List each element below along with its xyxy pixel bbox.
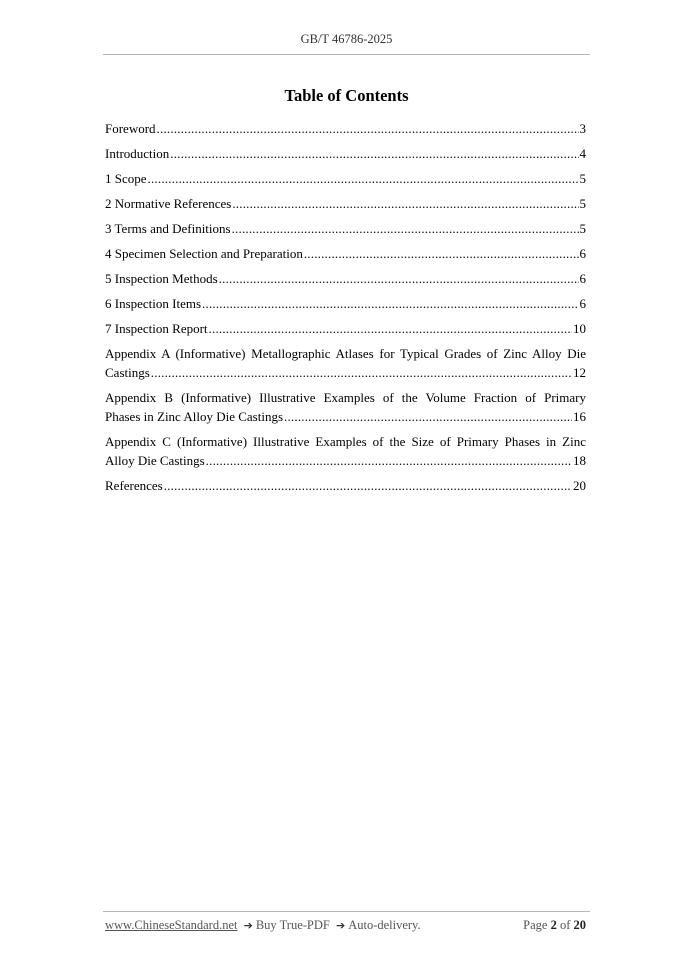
toc-dot-leader <box>157 119 579 138</box>
toc-entry-label: 1 Scope <box>105 171 147 186</box>
footer-page-total: 20 <box>573 918 586 932</box>
toc-entry-label: 7 Inspection Report <box>105 321 208 336</box>
toc-entry-appendix-c[interactable] <box>105 432 586 470</box>
toc-entry-page: 10 <box>573 321 586 336</box>
footer-page-of: of <box>559 918 571 932</box>
toc-entry-page: 20 <box>573 478 586 493</box>
toc-entry-terms-and-definitions[interactable] <box>105 219 586 238</box>
toc-entry-label: 6 Inspection Items <box>105 296 202 311</box>
toc-entry-label-line1: Appendix A (Informative) Metallographic Atlases for Typical Grades of Zinc Alloy Die <box>105 346 586 361</box>
toc-entry-page: 5 <box>579 196 586 211</box>
footer-promo <box>105 918 421 933</box>
toc-entry-page: 12 <box>573 365 586 380</box>
toc-entry-page: 5 <box>579 221 586 236</box>
toc-title: Table of Contents <box>284 86 409 105</box>
toc-dot-leader <box>232 219 579 238</box>
page-header-standard-code: GB/T 46786-2025 <box>300 32 393 46</box>
toc-entry-page: 4 <box>579 146 586 161</box>
toc-dot-leader <box>232 194 578 213</box>
toc-entry-page: 6 <box>579 246 586 261</box>
toc-entry-inspection-report[interactable] <box>105 319 586 338</box>
toc-dot-leader <box>284 407 572 426</box>
toc-entry-inspection-items[interactable] <box>105 294 586 313</box>
footer-divider <box>103 911 590 912</box>
toc-dot-leader <box>206 451 572 470</box>
toc-entry-label: Phases in Zinc Alloy Die Castings <box>105 409 284 424</box>
header-divider <box>103 54 590 55</box>
toc-entry-references[interactable] <box>105 476 586 495</box>
toc-dot-leader <box>148 169 579 188</box>
toc-entry-label: Alloy Die Castings <box>105 453 205 468</box>
toc-dot-leader <box>219 269 579 288</box>
footer-page-current: 2 <box>550 918 557 932</box>
footer-delivery-text: Auto-delivery. <box>348 918 421 932</box>
page-footer <box>105 918 586 933</box>
right-arrow-icon: ➔ <box>335 919 346 932</box>
toc-dot-leader <box>209 319 572 338</box>
toc-entry-label: References <box>105 478 163 493</box>
toc-entry-scope[interactable] <box>105 169 586 188</box>
toc-entry-page: 5 <box>579 171 586 186</box>
footer-buy-text: Buy True-PDF <box>255 918 330 932</box>
toc-entry-label: Castings <box>105 365 150 380</box>
footer-page-label: Page <box>523 918 548 932</box>
toc-entry-introduction[interactable] <box>105 144 586 163</box>
toc-entry-appendix-a[interactable] <box>105 344 586 382</box>
toc-entry-label-line1: Appendix B (Informative) Illustrative Examples of the Volume Fraction of Primary <box>105 390 586 405</box>
toc-entry-label: Introduction <box>105 146 170 161</box>
toc-entry-page: 3 <box>579 121 586 136</box>
toc-entry-label: 5 Inspection Methods <box>105 271 218 286</box>
table-of-contents <box>105 119 586 501</box>
toc-dot-leader <box>164 476 572 495</box>
toc-dot-leader <box>151 363 572 382</box>
toc-entry-label: 3 Terms and Definitions <box>105 221 231 236</box>
right-arrow-icon: ➔ <box>243 919 253 932</box>
toc-entry-page: 18 <box>573 453 586 468</box>
toc-entry-label: 2 Normative References <box>105 196 232 211</box>
toc-entry-inspection-methods[interactable] <box>105 269 586 288</box>
toc-entry-foreword[interactable] <box>105 119 586 138</box>
footer-site-link[interactable]: www.ChineseStandard.net <box>105 918 238 932</box>
toc-dot-leader <box>170 144 578 163</box>
toc-entry-label: 4 Specimen Selection and Preparation <box>105 246 303 261</box>
toc-entry-page: 6 <box>579 296 586 311</box>
toc-entry-specimen-selection[interactable] <box>105 244 586 263</box>
toc-entry-label: Foreword <box>105 121 156 136</box>
toc-entry-page: 6 <box>579 271 586 286</box>
toc-dot-leader <box>202 294 578 313</box>
toc-entry-appendix-b[interactable] <box>105 388 586 426</box>
toc-entry-normative-references[interactable] <box>105 194 586 213</box>
toc-entry-label-line1: Appendix C (Informative) Illustrative Examples of the Size of Primary Phases in Zinc <box>105 434 586 449</box>
toc-entry-page: 16 <box>573 409 586 424</box>
toc-dot-leader <box>304 244 579 263</box>
footer-page-indicator <box>523 918 586 933</box>
